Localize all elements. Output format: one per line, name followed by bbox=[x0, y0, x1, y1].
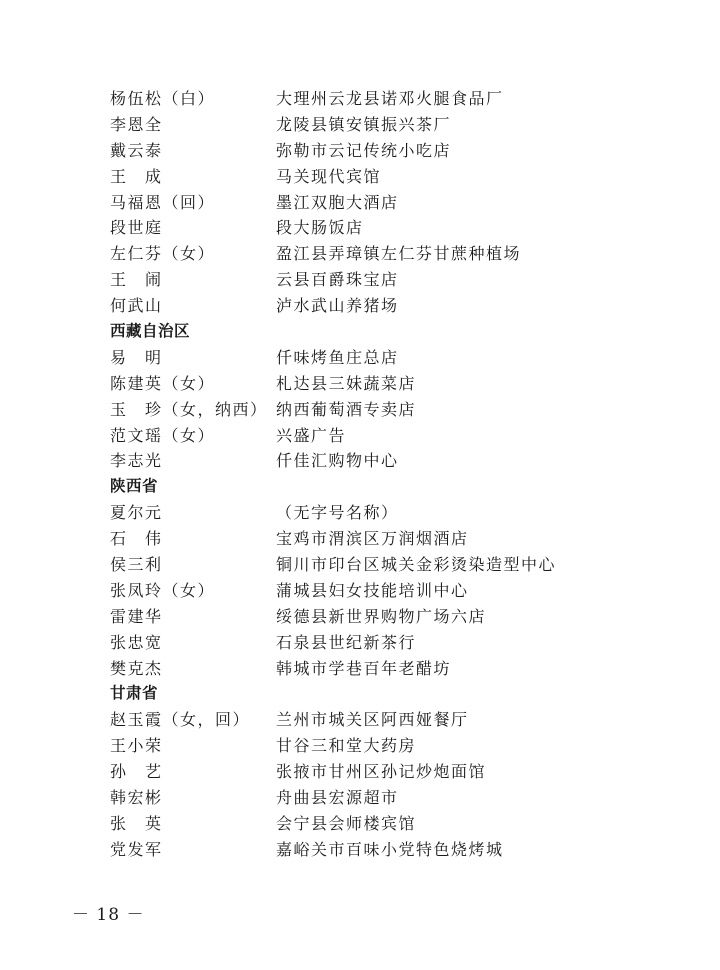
person-name: 玉 珍（女，纳西） bbox=[110, 399, 268, 419]
list-item bbox=[0, 785, 720, 811]
organization-name: （无字号名称） bbox=[276, 503, 399, 523]
list-item bbox=[0, 500, 720, 526]
person-name: 石 伟 bbox=[110, 529, 163, 549]
list-item bbox=[0, 241, 720, 267]
organization-name: 仟味烤鱼庄总店 bbox=[276, 347, 399, 367]
person-name: 李志光 bbox=[110, 451, 163, 471]
list-item bbox=[0, 656, 720, 682]
person-name: 何武山 bbox=[110, 296, 163, 316]
person-name: 韩宏彬 bbox=[110, 788, 163, 808]
section-heading-row bbox=[0, 681, 720, 707]
organization-name: 盈江县弄璋镇左仁芬甘蔗种植场 bbox=[276, 244, 522, 264]
document-body bbox=[0, 86, 720, 863]
person-name: 侯三利 bbox=[110, 555, 163, 575]
person-name: 雷建华 bbox=[110, 606, 163, 626]
person-name: 左仁芬（女） bbox=[110, 244, 216, 264]
person-name: 张忠宽 bbox=[110, 632, 163, 652]
list-item bbox=[0, 630, 720, 656]
organization-name: 札达县三妹蔬菜店 bbox=[276, 373, 417, 393]
list-item bbox=[0, 552, 720, 578]
person-name: 孙 艺 bbox=[110, 762, 163, 782]
person-name: 赵玉霞（女，回） bbox=[110, 710, 251, 730]
organization-name: 段大肠饭店 bbox=[276, 218, 364, 238]
organization-name: 韩城市学巷百年老醋坊 bbox=[276, 658, 452, 678]
list-item bbox=[0, 811, 720, 837]
organization-name: 会宁县会师楼宾馆 bbox=[276, 813, 417, 833]
person-name: 张凤玲（女） bbox=[110, 580, 216, 600]
list-item bbox=[0, 293, 720, 319]
organization-name: 纳西葡萄酒专卖店 bbox=[276, 399, 417, 419]
section-heading: 甘肃省 bbox=[110, 684, 159, 703]
list-item bbox=[0, 371, 720, 397]
list-item bbox=[0, 423, 720, 449]
organization-name: 墨江双胞大酒店 bbox=[276, 192, 399, 212]
person-name: 樊克杰 bbox=[110, 658, 163, 678]
organization-name: 嘉峪关市百味小党特色烧烤城 bbox=[276, 839, 504, 859]
list-item bbox=[0, 707, 720, 733]
section-heading-row bbox=[0, 319, 720, 345]
person-name: 段世庭 bbox=[110, 218, 163, 238]
person-name: 夏尔元 bbox=[110, 503, 163, 523]
person-name: 李恩全 bbox=[110, 114, 163, 134]
organization-name: 张掖市甘州区孙记炒炮面馆 bbox=[276, 762, 487, 782]
list-item bbox=[0, 448, 720, 474]
list-item bbox=[0, 112, 720, 138]
list-item bbox=[0, 526, 720, 552]
person-name: 王 闹 bbox=[110, 270, 163, 290]
list-item bbox=[0, 604, 720, 630]
list-item bbox=[0, 345, 720, 371]
organization-name: 弥勒市云记传统小吃店 bbox=[276, 140, 452, 160]
person-name: 王小荣 bbox=[110, 736, 163, 756]
list-item bbox=[0, 759, 720, 785]
list-item bbox=[0, 190, 720, 216]
person-name: 马福恩（回） bbox=[110, 192, 216, 212]
list-item bbox=[0, 837, 720, 863]
list-item bbox=[0, 578, 720, 604]
person-name: 杨伍松（白） bbox=[110, 89, 216, 108]
list-item bbox=[0, 164, 720, 190]
person-name: 王 成 bbox=[110, 166, 163, 186]
list-item bbox=[0, 86, 720, 112]
person-name: 易 明 bbox=[110, 347, 163, 367]
section-heading-row bbox=[0, 474, 720, 500]
organization-name: 龙陵县镇安镇振兴茶厂 bbox=[276, 114, 452, 134]
list-item bbox=[0, 397, 720, 423]
organization-name: 舟曲县宏源超市 bbox=[276, 788, 399, 808]
page-number: － 18 － bbox=[72, 905, 145, 925]
person-name: 陈建英（女） bbox=[110, 373, 216, 393]
organization-name: 甘谷三和堂大药房 bbox=[276, 736, 417, 756]
organization-name: 仟佳汇购物中心 bbox=[276, 451, 399, 471]
list-item bbox=[0, 215, 720, 241]
organization-name: 大理州云龙县诺邓火腿食品厂 bbox=[276, 89, 504, 108]
person-name: 张 英 bbox=[110, 813, 163, 833]
person-name: 戴云泰 bbox=[110, 140, 163, 160]
organization-name: 兰州市城关区阿西娅餐厅 bbox=[276, 710, 469, 730]
organization-name: 绥德县新世界购物广场六店 bbox=[276, 606, 487, 626]
organization-name: 宝鸡市渭滨区万润烟酒店 bbox=[276, 529, 469, 549]
organization-name: 泸水武山养猪场 bbox=[276, 296, 399, 316]
organization-name: 铜川市印台区城关金彩烫染造型中心 bbox=[276, 555, 557, 575]
list-item bbox=[0, 267, 720, 293]
organization-name: 蒲城县妇女技能培训中心 bbox=[276, 580, 469, 600]
section-heading: 西藏自治区 bbox=[110, 322, 191, 341]
list-item bbox=[0, 733, 720, 759]
organization-name: 石泉县世纪新茶行 bbox=[276, 632, 417, 652]
person-name: 党发军 bbox=[110, 839, 163, 859]
list-item bbox=[0, 138, 720, 164]
organization-name: 马关现代宾馆 bbox=[276, 166, 382, 186]
organization-name: 云县百爵珠宝店 bbox=[276, 270, 399, 290]
person-name: 范文瑶（女） bbox=[110, 425, 216, 445]
organization-name: 兴盛广告 bbox=[276, 425, 347, 445]
section-heading: 陕西省 bbox=[110, 477, 159, 496]
